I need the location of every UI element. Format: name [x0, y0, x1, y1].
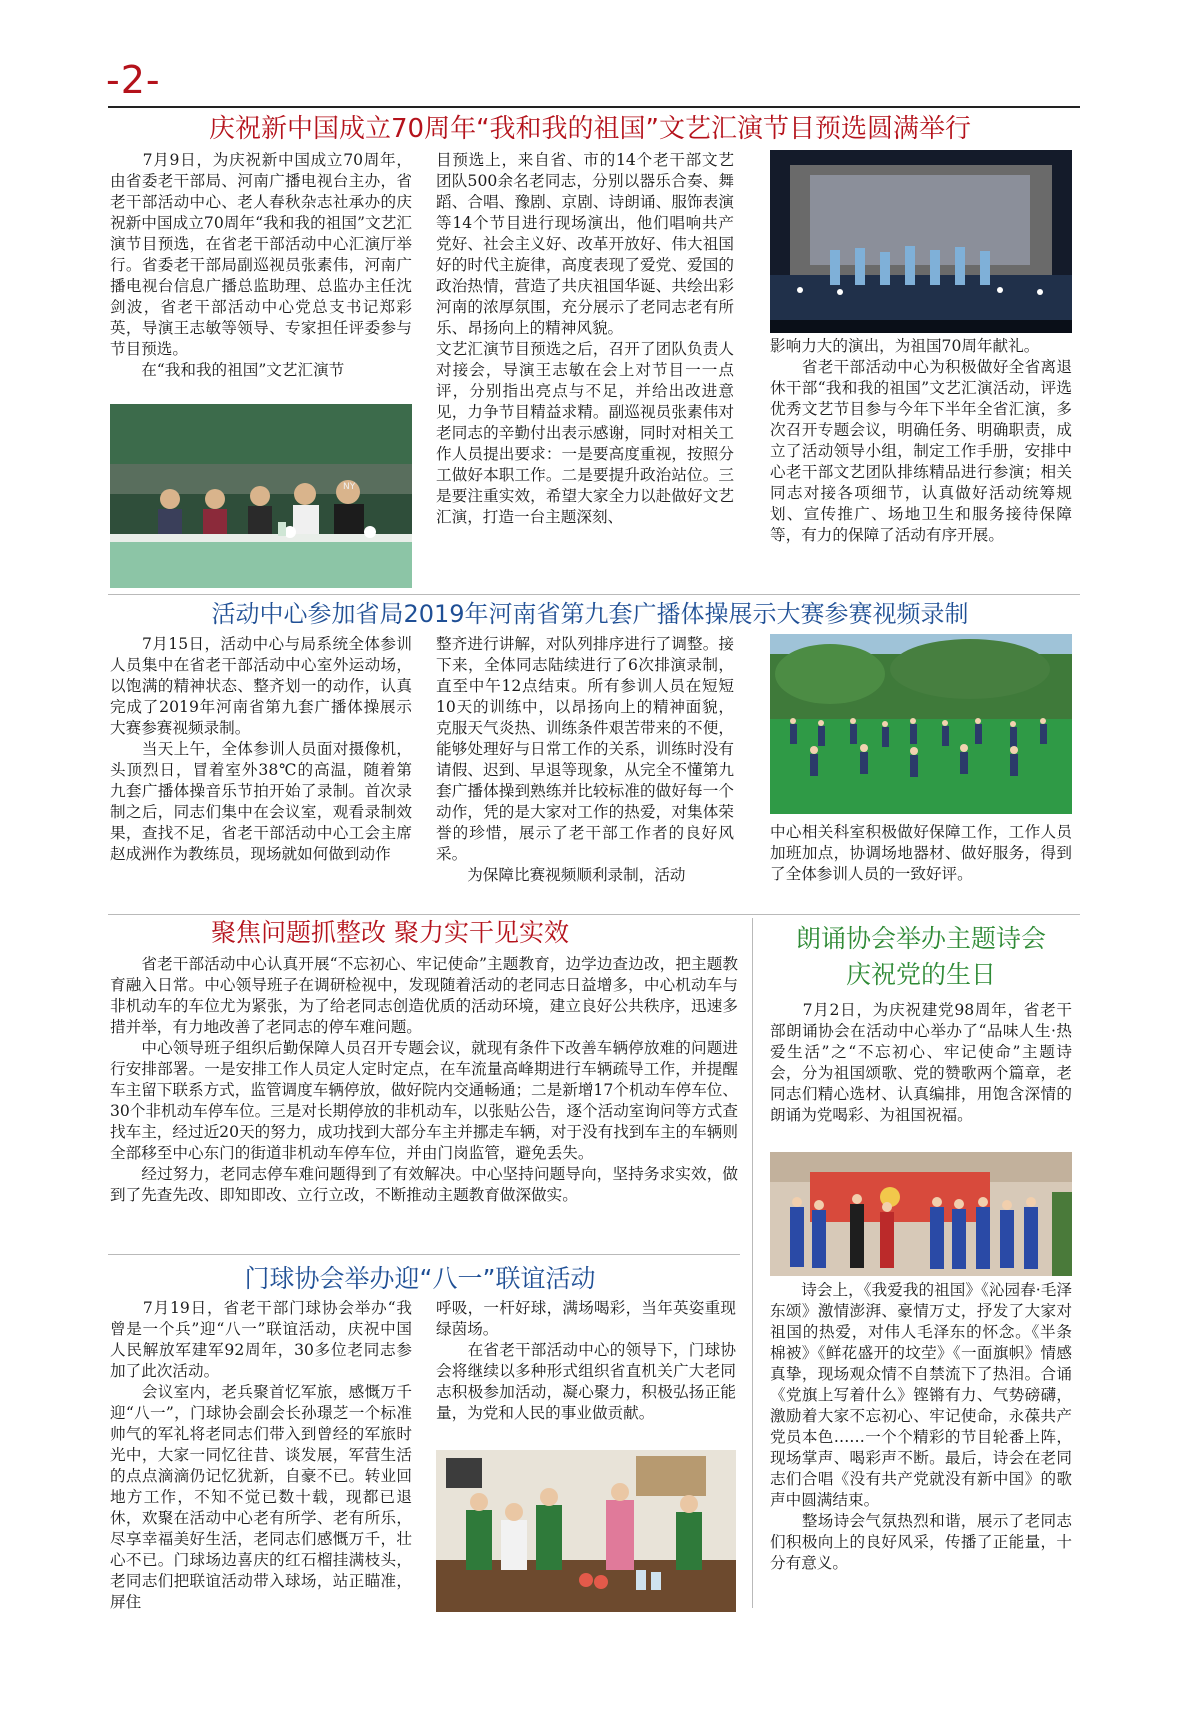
article4-col-top: 7月2日，为庆祝建党98周年，省老干部朗诵协会在活动中心举办了“品味人生·热爱生活”之“不忘初心、牢记使命”主题诗会，分为祖国颂歌、党的赞歌两个篇章，老同志们精心选材、认真编排，用饱含深情的朗诵为党喝彩、为祖国祝福。 — [770, 1001, 1072, 1124]
article1-col3: 影响力大的演出，为祖国70周年献礼。 省老干部活动中心为积极做好全省离退休干部“我和我的祖国”文艺汇演活动，评选优秀文艺节目参与今年下半年全省汇演，多次召开专题会议，明确任务、明确职责，成立了活动领导小组，制定工作手册，安排中心老干部文艺团队排练精品进行参演；相关同志对接各项细节，认真做好活动统筹规划、宣传推广、场地卫生和服务接待保障等，有力的保障了活动有序开展。 — [770, 337, 1072, 544]
article2-col1: 7月15日，活动中心与局系统全体参训人员集中在省老干部活动中心室外运动场，以饱满的精神状态、整齐划一的动作，认真完成了2019年河南省第九套广播体操展示大赛参赛视频录制。 当天上午，全体参训人员面对摄像机，头顶烈日，冒着室外38℃的高温，随着第九套广播体操音乐节拍开始了录制。首次录制之后，同志们集中在会议室，观看录制效果，查找不足，省老干部活动中心工会主席赵成洲作为教练员，现场就如何做到动作 — [110, 635, 412, 863]
article3-body: 省老干部活动中心认真开展“不忘初心、牢记使命”主题教育，边学边查边改，把主题教育融入日常。中心领导班子在调研检视中，发现随着活动的老同志日益增多，中心机动车与非机动车的车位尤为紧张，为了给老同志创造优质的活动环境，建立良好公共秩序，迅速多措并举，有力地改善了老同志的停车难问题。 中心领导班子组织后勤保障人员召开专题会议，就现有条件下改善车辆停放难的问题进行安排部署。一是安排工作人员定人定时定点，在车流量高峰期进行车辆疏导工作，并提醒车主留下联系方式，监管调度车辆停放，做好院内交通畅通；二是新增17个机动车停车位、30个非机动车停车位。三是对长期停放的非机动车，以张贴公告，逐个活动室询问等方式查找车主，经过近20天的努力，成功找到大部分车主并挪走车辆，对于没有找到车主的车辆则全部移至中心东门的街道非机动车停车位，并由门岗监管，避免丢失。 经过努力，老同志停车难问题得到了有效解决。中心坚持问题导向，坚持务求实效，做到了先查先改、即知即改、立行立改，不断推动主题教育做深做实。 — [110, 955, 738, 1204]
article1-col2: 目预选上，来自省、市的14个老干部文艺团队500余名老同志，分别以器乐合奏、舞蹈、合唱、豫剧、京剧、诗朗诵、服饰表演等14个节目进行现场演出，他们唱响共产党好、社会主义好、改革开放好、伟大祖国好的时代主旋律，高度表现了爱党、爱国的政治热情，营造了共庆祖国华诞、共绘出彩河南的浓厚氛围，充分展示了老同志老有所乐、昂扬向上的精神风貌。 文艺汇演节目预选之后，召开了团队负责人对接会，导演王志敏在会上对节目一一点评，分别指出亮点与不足，并给出改进意见，力争节目精益求精。副巡视员张素伟对老同志的辛勤付出表示感谢，同时对相关工作人员提出要求：一是要高度重视，按照分工做好本职工作。二是要提升政治站位。三是要注重实效，希望大家全力以赴做好文艺汇演，打造一台主题深刻、 — [436, 151, 734, 526]
article4-title-line2: 庆祝党的生日 — [845, 960, 996, 989]
page-number: -2- — [106, 58, 161, 102]
divider-2 — [108, 914, 1080, 915]
article2-col2: 整齐进行讲解，对队列排序进行了调整。接下来，全体同志陆续进行了6次排演录制，直至中午12点结束。所有参训人员在短短10天的训练中，以昂扬向上的精神面貌，克服天气炎热、训练条件艰苦带来的不便，能够处理好与日常工作的关系，训练时没有请假、迟到、早退等现象，从完全不懂第九套广播体操到熟练并比较标准的做好每一个动作，凭的是大家对工作的热爱，对集体荣誉的珍惜，展示了老干部工作者的良好风采。 为保障比赛视频顺利录制，活动 — [436, 635, 734, 884]
broadcast-exercise-photo — [770, 634, 1072, 814]
article4-title-line1: 朗诵协会举办主题诗会 — [795, 924, 1046, 953]
article5-col2: 呼吸，一杆好球，满场喝彩，当年英姿重现绿茵场。 在省老干部活动中心的领导下，门球协会将继续以多种形式组织省直机关广大老同志积极参加活动，凝心聚力，积极弘扬正能量，为党和人民的事业做贡献。 — [436, 1299, 736, 1422]
divider-3 — [108, 1254, 740, 1255]
stage-performance-photo — [770, 150, 1072, 333]
article1-col1: 7月9日，为庆祝新中国成立70周年，由省委老干部局、河南广播电视台主办，省老干部活动中心、老人春秋杂志社承办的庆祝新中国成立70周年“我和我的祖国”文艺汇演节目预选，在省老干部活动中心汇演厅举行。省委老干部局副巡视员张素伟，河南广播电视台信息广播总监助理、总监办主任沈剑波，省老干部活动中心党总支书记郑彩英，导演王志敏等领导、专家担任评委参与节目预选。 在“我和我的祖国”文艺汇演节 — [110, 151, 412, 379]
poetry-recital-photo — [770, 1152, 1072, 1276]
column-divider — [752, 918, 753, 1608]
article5-col1: 7月19日，省老干部门球协会举办“我曾是一个兵”迎“八一”联谊活动，庆祝中国人民解放军建军92周年，30多位老同志参加了此次活动。 会议室内，老兵聚首忆军旅，感慨万千迎“八一”，门球协会副会长孙璟芝一个标准帅气的军礼将老同志们带入到曾经的军旅时光中，大家一同忆往昔、谈发展，军营生活的点点滴滴仍记忆犹新，自豪不已。转业回地方工作，不知不觉已数十载，现都已退休，欢聚在活动中心老有所学、老有所乐，尽享幸福美好生活，老同志们感慨万千，壮心不已。门球场边喜庆的红石榴挂满枝头，老同志们把联谊活动带入球场，站正瞄准，屏住 — [110, 1299, 412, 1611]
veterans-gathering-photo — [436, 1450, 736, 1612]
header-rule — [108, 106, 1080, 108]
divider-1 — [108, 594, 1080, 595]
cap-logo-text: NY — [343, 482, 356, 492]
article2-col3: 中心相关科室积极做好保障工作，工作人员加班加点，协调场地器材、做好服务，得到了全体参训人员的一致好评。 — [770, 823, 1072, 883]
article4-col-bottom: 诗会上，《我爱我的祖国》《沁园春·毛泽东颂》激情澎湃、豪情万丈，抒发了大家对祖国的热爱，对伟人毛泽东的怀念。《半条棉被》《鲜花盛开的坟茔》《一面旗帜》情感真挚，现场观众情不自禁流下了热泪。合诵《党旗上写着什么》铿锵有力、气势磅礴，激励着大家不忘初心、牢记使命，永葆共产党员本色……一个个精彩的节目轮番上阵，现场掌声、喝彩声不断。最后，诗会在老同志们合唱《没有共产党就没有新中国》的歌声中圆满结束。 整场诗会气氛热烈和谐，展示了老同志们积极向上的良好风采，传播了正能量，十分有意义。 — [770, 1281, 1072, 1572]
article3-title: 聚焦问题抓整改 聚力实干见实效 — [211, 918, 569, 947]
article2-title: 活动中心参加省局2019年河南省第九套广播体操展示大赛参赛视频录制 — [211, 600, 969, 628]
meeting-photo — [110, 404, 412, 588]
article5-title: 门球协会举办迎“八一”联谊活动 — [244, 1264, 596, 1293]
article1-title: 庆祝新中国成立70周年“我和我的祖国”文艺汇演节目预选圆满举行 — [208, 114, 972, 144]
